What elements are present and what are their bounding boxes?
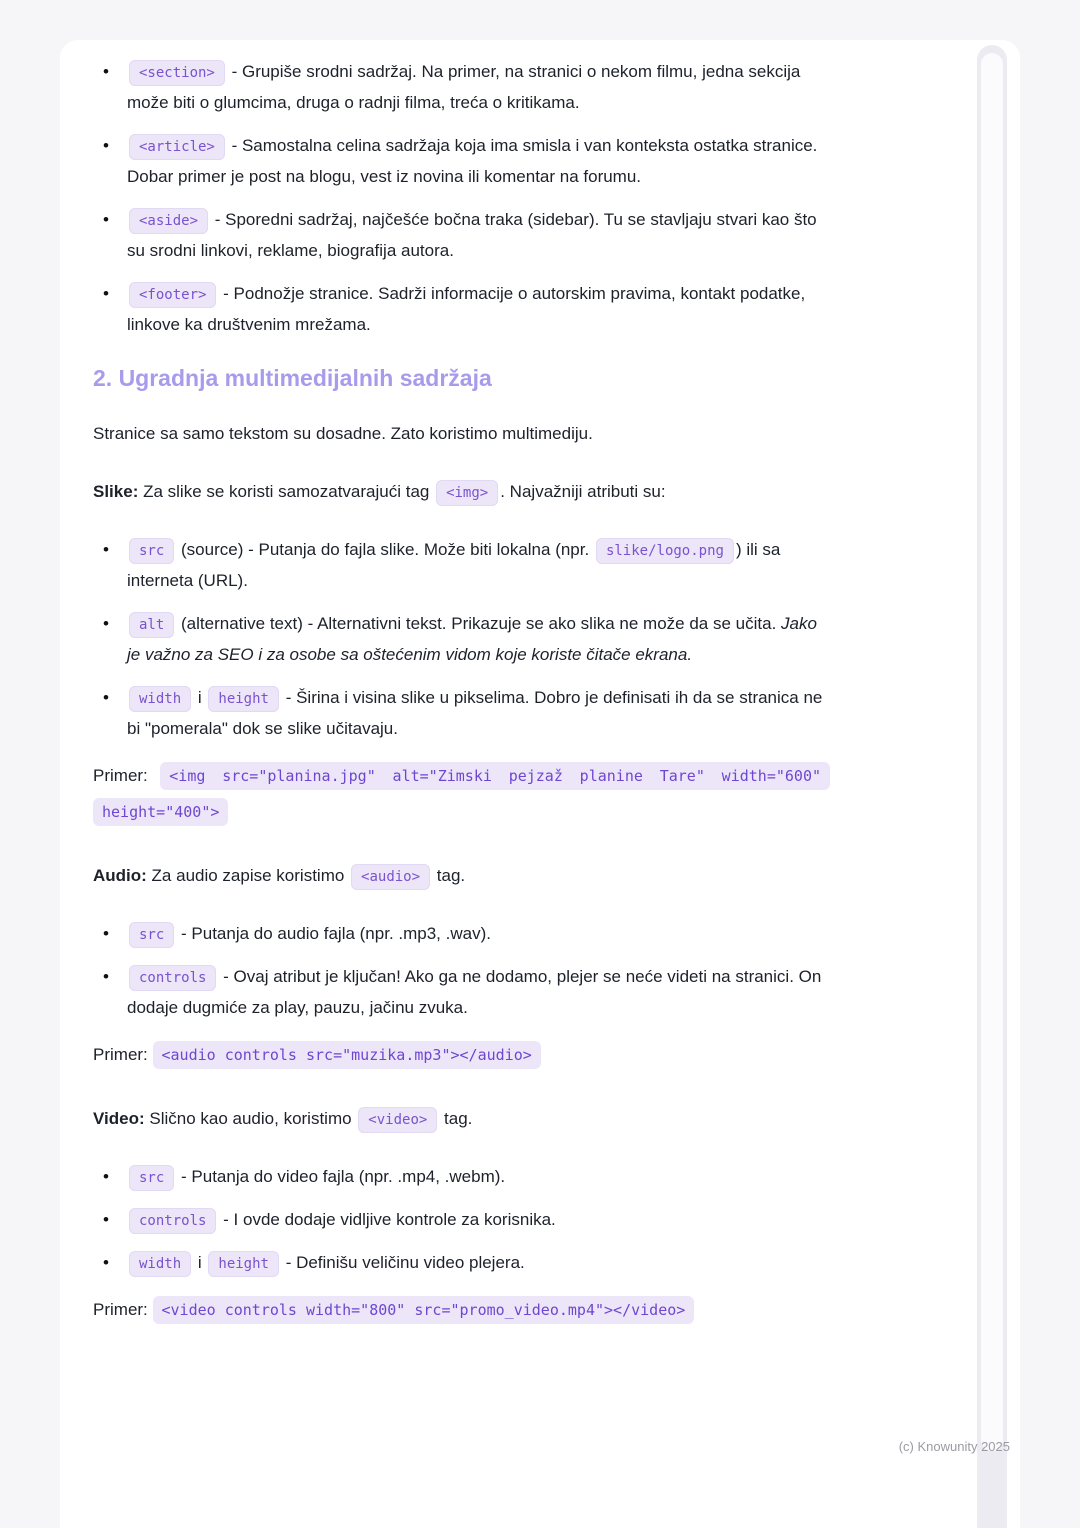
text-run: ) ili sa interneta (URL). <box>127 540 781 590</box>
bullet-list <box>93 918 830 1023</box>
bullet-list <box>93 534 830 744</box>
bullet-icon: • <box>103 540 109 559</box>
inline-code: height <box>208 1251 279 1277</box>
code-snippet: <img src="planina.jpg" alt="Zimski pejzaž planine Tare" width="600" height="400"> <box>93 762 830 826</box>
inline-code: <img> <box>436 480 498 506</box>
bullet-icon: • <box>103 1167 109 1186</box>
bullet-icon: • <box>103 62 109 81</box>
watermark-text: (c) Knowunity 2025 <box>898 1439 1010 1454</box>
inline-code: <article> <box>129 134 225 160</box>
inline-code: <audio> <box>351 864 430 890</box>
bullet-icon: • <box>103 284 109 303</box>
text-run: Za slike se koristi samozatvarajući tag <box>138 482 435 501</box>
list-item <box>93 918 830 949</box>
section-heading: 2. Ugradnja multimedijalnih sadržaja <box>93 365 492 391</box>
italic-text: Jako je važno za SEO i za osobe sa oštećenim vidom koje koriste čitače ekrana. <box>127 614 817 664</box>
inline-code: <section> <box>129 60 225 86</box>
list-item <box>93 204 830 266</box>
inline-code: src <box>129 922 174 948</box>
bold-text: Slike: <box>93 482 139 501</box>
inline-code: <aside> <box>129 208 208 234</box>
inline-code: src <box>129 538 174 564</box>
text-run: Primer: <box>93 1045 153 1064</box>
bullet-icon: • <box>103 1253 109 1272</box>
scrollbar-track[interactable] <box>977 45 1007 1528</box>
inline-code: height <box>208 686 279 712</box>
text-run: - Podnožje stranice. Sadrži informacije o autorskim pravima, kontakt podatke, linkove ka društvenim mrežama. <box>127 284 806 334</box>
list-item <box>93 534 830 596</box>
text-run: - Sporedni sadržaj, najčešće bočna traka (sidebar). Tu se stavljaju stvari kao što su srodni linkovi, reklame, biografija autora. <box>127 210 817 260</box>
text-run: i <box>193 1253 207 1272</box>
text-run: . Najvažniji atributi su: <box>500 482 666 501</box>
text-run: tag. <box>439 1109 473 1128</box>
bold-text: Audio: <box>93 866 147 885</box>
inline-code: controls <box>129 1208 216 1234</box>
list-item <box>93 1161 830 1192</box>
text-run: Slično kao audio, koristimo <box>144 1109 357 1128</box>
text-run: - Putanja do video fajla (npr. .mp4, .webm). <box>176 1167 506 1186</box>
text-run: Primer: <box>93 1300 153 1319</box>
document-content <box>93 56 830 1358</box>
text-run: Za audio zapise koristimo <box>146 866 350 885</box>
inline-code: <video> <box>358 1107 437 1133</box>
document-card <box>60 40 1020 1528</box>
paragraph <box>93 860 830 891</box>
text-run: (source) - Putanja do fajla slike. Može biti lokalna (npr. <box>176 540 594 559</box>
bullet-icon: • <box>103 210 109 229</box>
inline-code: controls <box>129 965 216 991</box>
text-run: - Ovaj atribut je ključan! Ako ga ne dodamo, plejer se neće videti na stranici. On dodaje dugmiće za play, pauzu, jačinu zvuka. <box>127 967 822 1017</box>
code-example-paragraph <box>93 1292 830 1328</box>
bold-text: Video: <box>93 1109 145 1128</box>
list-item <box>93 961 830 1023</box>
bullet-icon: • <box>103 614 109 633</box>
code-example-paragraph <box>93 1037 830 1073</box>
text-run: - Samostalna celina sadržaja koja ima smisla i van konteksta ostatka stranice. Dobar primer je post na blogu, vest iz novina ili komentar na forumu. <box>127 136 818 186</box>
bullet-icon: • <box>103 688 109 707</box>
inline-code: width <box>129 686 191 712</box>
paragraph <box>93 1103 830 1134</box>
inline-code: slike/logo.png <box>596 538 734 564</box>
code-snippet: <video controls width="800" src="promo_video.mp4"></video> <box>153 1296 695 1324</box>
inline-code: alt <box>129 612 174 638</box>
text-run: i <box>193 688 207 707</box>
text-run: Stranice sa samo tekstom su dosadne. Zato koristimo multimediju. <box>93 424 593 443</box>
list-item <box>93 1247 830 1278</box>
text-run: tag. <box>432 866 466 885</box>
bullet-list <box>93 56 830 340</box>
bullet-icon: • <box>103 1210 109 1229</box>
code-example-paragraph <box>93 758 830 830</box>
scrollbar-thumb[interactable] <box>981 53 1003 1451</box>
text-run: - Širina i visina slike u pikselima. Dobro je definisati ih da se stranica ne bi "pomerala" dok se slike učitavaju. <box>127 688 823 738</box>
list-item <box>93 682 830 744</box>
bullet-list <box>93 1161 830 1278</box>
list-item <box>93 56 830 118</box>
paragraph <box>93 476 830 507</box>
text-run: - Definišu veličinu video plejera. <box>280 1253 525 1272</box>
code-snippet: <audio controls src="muzika.mp3"></audio> <box>153 1041 541 1069</box>
bullet-icon: • <box>103 967 109 986</box>
text-run: - Putanja do audio fajla (npr. .mp3, .wav). <box>176 924 491 943</box>
list-item <box>93 278 830 340</box>
inline-code: src <box>129 1165 174 1191</box>
text-run: (alternative text) - Alternativni tekst. Prikazuje se ako slika ne može da se učita. <box>176 614 782 633</box>
text-run: - I ovde dodaje vidljive kontrole za korisnika. <box>218 1210 556 1229</box>
paragraph <box>93 418 830 449</box>
text-run: Primer: <box>93 766 161 785</box>
inline-code: <footer> <box>129 282 216 308</box>
bullet-icon: • <box>103 924 109 943</box>
list-item <box>93 608 830 670</box>
inline-code: width <box>129 1251 191 1277</box>
text-run: - Grupiše srodni sadržaj. Na primer, na stranici o nekom filmu, jedna sekcija može biti o glumcima, druga o radnji filma, treća o kritikama. <box>127 62 801 112</box>
bullet-icon: • <box>103 136 109 155</box>
list-item <box>93 1204 830 1235</box>
list-item <box>93 130 830 192</box>
